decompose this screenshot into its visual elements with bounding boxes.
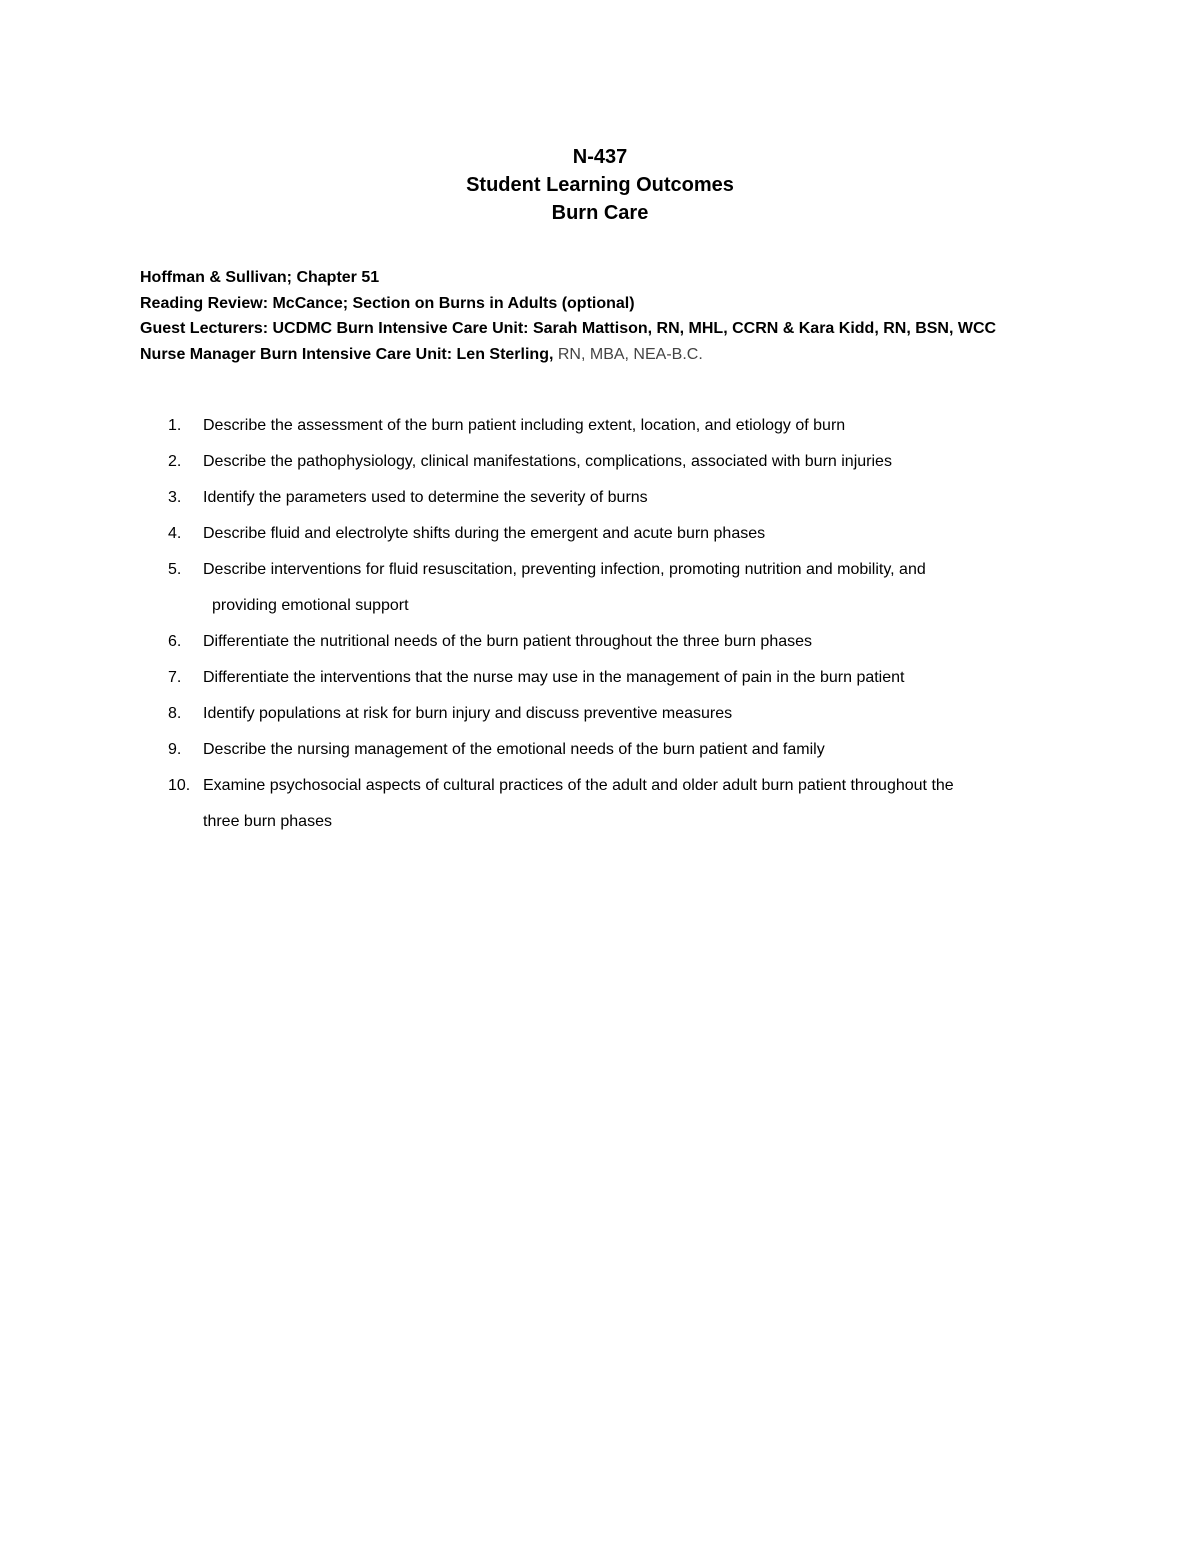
list-item <box>140 480 1060 516</box>
page-title: Student Learning Outcomes <box>466 174 734 196</box>
nurse-manager-label: Nurse Manager Burn Intensive Care Unit: Len Sterling, <box>140 345 554 363</box>
list-item-text: Differentiate the interventions that the nurse may use in the management of pain in the burn patient <box>203 669 905 686</box>
nurse-manager-credentials: RN, MBA, NEA-B.C. <box>553 345 703 363</box>
list-item-text: Examine psychosocial aspects of cultural practices of the adult and older adult burn patient throughout the <box>203 777 954 794</box>
guest-lecturers: Guest Lecturers: UCDMC Burn Intensive Care Unit: Sarah Mattison, RN, MHL, CCRN & Kara Kidd, RN, BSN, WCC <box>140 320 997 337</box>
nurse-manager <box>140 342 1140 368</box>
list-item <box>140 552 1060 624</box>
reading-review: Reading Review: McCance; Section on Burns in Adults (optional) <box>140 294 635 312</box>
list-item-text: Describe the nursing management of the emotional needs of the burn patient and family <box>203 741 825 758</box>
list-item-text-continued: three burn phases <box>203 813 332 830</box>
list-item <box>140 516 1060 552</box>
list-item <box>140 660 1060 696</box>
list-item <box>140 444 1060 480</box>
list-item-text: Describe fluid and electrolyte shifts during the emergent and acute burn phases <box>203 525 766 542</box>
list-item-number: 1. <box>168 417 182 434</box>
list-item-text: Describe interventions for fluid resuscitation, preventing infection, promoting nutrition and mobility, and <box>203 561 926 578</box>
list-item-number: 6. <box>168 633 182 650</box>
list-item-number: 8. <box>168 705 182 722</box>
list-item-number: 9. <box>168 741 182 758</box>
list-item-text: Describe the assessment of the burn patient including extent, location, and etiology of burn <box>203 417 846 434</box>
list-item-number: 7. <box>168 669 182 686</box>
list-item <box>140 408 1060 444</box>
title-block <box>0 143 1200 227</box>
list-item-number: 2. <box>168 453 182 470</box>
learning-outcomes-list <box>140 408 1060 840</box>
list-item-number: 4. <box>168 525 182 542</box>
list-item-number: 10. <box>168 777 191 794</box>
textbook-reference: Hoffman & Sullivan; Chapter 51 <box>140 269 380 286</box>
topic-title: Burn Care <box>551 202 649 224</box>
list-item-text: Differentiate the nutritional needs of the burn patient throughout the three burn phases <box>203 633 813 650</box>
list-item <box>140 732 1060 768</box>
course-code: N-437 <box>572 146 628 168</box>
list-item-text: Identify the parameters used to determine the severity of burns <box>203 489 648 506</box>
list-item-text-continued: providing emotional support <box>212 597 409 614</box>
list-item <box>140 624 1060 660</box>
list-item-number: 5. <box>168 561 182 578</box>
course-info <box>140 265 1140 367</box>
list-item-text: Describe the pathophysiology, clinical manifestations, complications, associated with burn injuries <box>203 453 892 470</box>
list-item-text: Identify populations at risk for burn injury and discuss preventive measures <box>203 705 733 722</box>
list-item <box>140 768 1060 840</box>
list-item-number: 3. <box>168 489 182 506</box>
list-item <box>140 696 1060 732</box>
